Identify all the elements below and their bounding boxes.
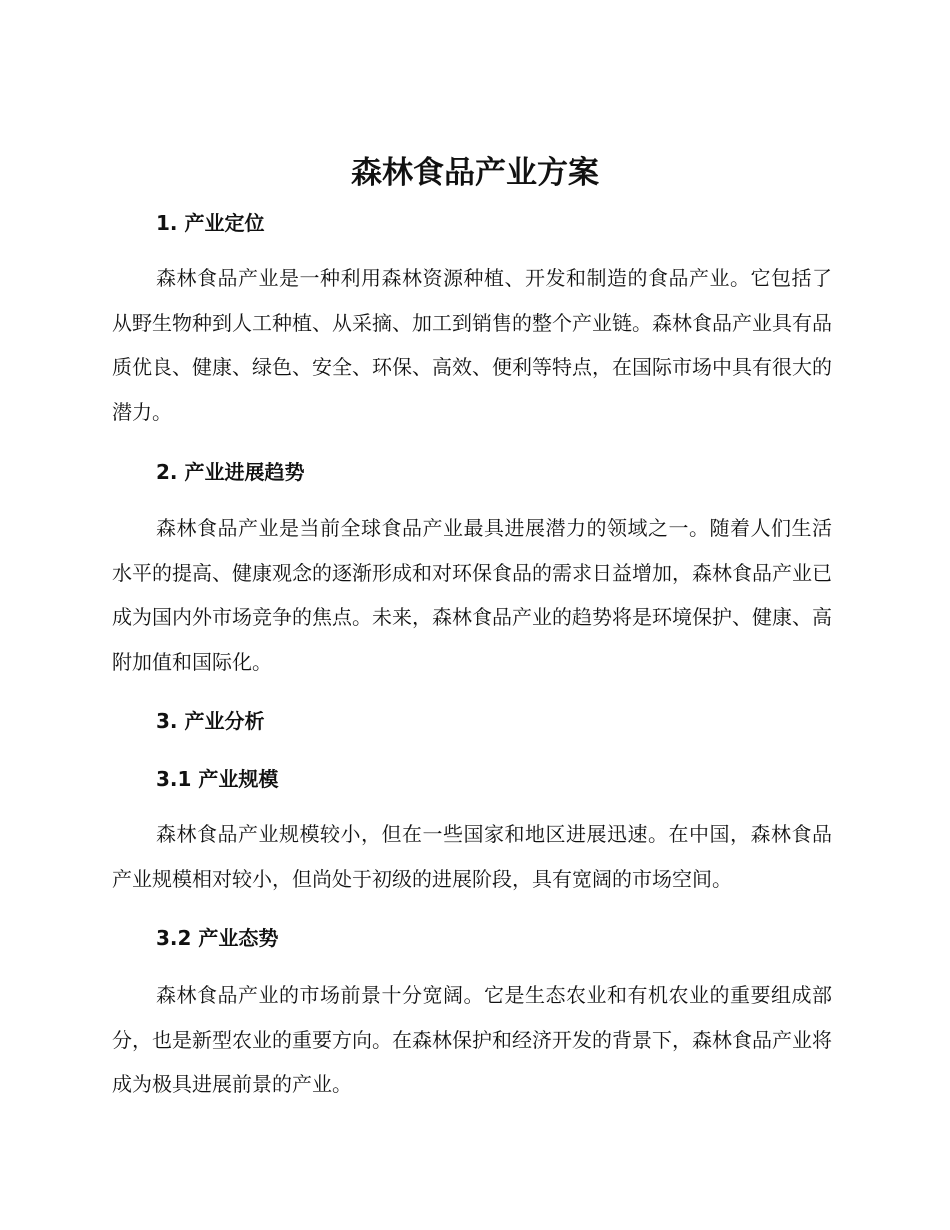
section-paragraph-trend: 森林食品产业是当前全球食品产业最具进展潜力的领域之一。随着人们生活水平的提高、健康观念的逐渐形成和对环保食品的需求日益增加，森林食品产业已成为国内外市场竞争的焦点。未来，森林食品产业的趋势将是环境保护、健康、高附加值和国际化。 [112, 516, 832, 674]
section-heading-analysis: 3. 产业分析 [156, 709, 265, 733]
document-title: 森林食品产业方案 [351, 155, 599, 191]
section-paragraph-situation: 森林食品产业的市场前景十分宽阔。它是生态农业和有机农业的重要组成部分，也是新型农业的重要方向。在森林保护和经济开发的背景下，森林食品产业将成为极具进展前景的产业。 [112, 983, 832, 1096]
section-paragraph-positioning: 森林食品产业是一种利用森林资源种植、开发和制造的食品产业。它包括了从野生物种到人工种植、从采摘、加工到销售的整个产业链。森林食品产业具有品质优良、健康、绿色、安全、环保、高效、便利等特点，在国际市场中具有很大的潜力。 [112, 266, 832, 424]
section-heading-situation: 3.2 产业态势 [156, 926, 279, 950]
section-heading-positioning: 1. 产业定位 [156, 211, 265, 235]
section-heading-trend: 2. 产业进展趋势 [156, 460, 305, 484]
section-heading-scale: 3.1 产业规模 [156, 767, 279, 791]
section-paragraph-scale: 森林食品产业规模较小，但在一些国家和地区进展迅速。在中国，森林食品产业规模相对较小，但尚处于初级的进展阶段，具有宽阔的市场空间。 [112, 822, 832, 891]
